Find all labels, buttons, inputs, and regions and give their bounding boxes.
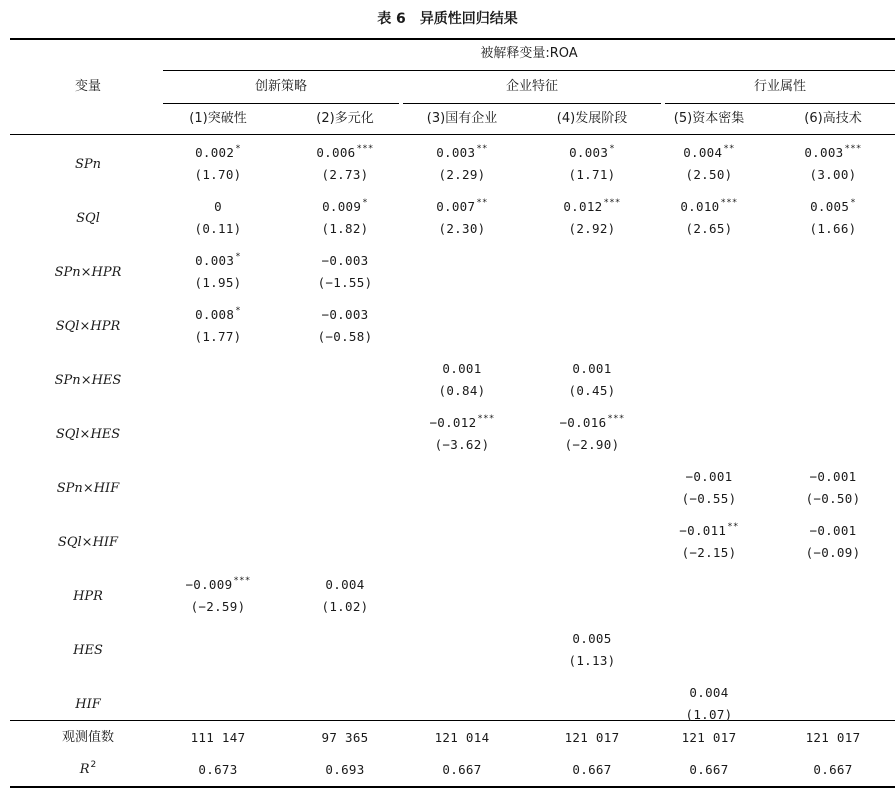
variable-name bbox=[28, 156, 148, 174]
footer-value: 121 017 bbox=[681, 730, 737, 745]
top-rule bbox=[10, 38, 895, 40]
variable-part: HIF bbox=[75, 697, 101, 712]
significance-stars: *** bbox=[607, 414, 625, 424]
variable-name bbox=[28, 642, 148, 660]
coefficient-value: 0.009 bbox=[322, 199, 362, 214]
coefficient-value: −0.016 bbox=[559, 415, 607, 430]
footer-value: 0.667 bbox=[572, 762, 612, 777]
coefficient bbox=[537, 630, 647, 648]
column-header: (4)发展阶段 bbox=[556, 111, 628, 126]
variable-part: HES bbox=[90, 427, 121, 442]
coefficient-value: 0 bbox=[214, 199, 222, 214]
t-statistic: (−1.55) bbox=[317, 275, 373, 290]
t-statistic: (1.71) bbox=[568, 167, 616, 182]
coefficient bbox=[407, 414, 517, 432]
significance-stars: ** bbox=[476, 198, 488, 208]
dependent-variable-label: 被解释变量:ROA bbox=[480, 46, 578, 61]
significance-stars: *** bbox=[233, 576, 251, 586]
variable-part: HPR bbox=[73, 589, 103, 604]
variable-name bbox=[28, 480, 148, 498]
group-header: 行业属性 bbox=[753, 79, 806, 94]
coefficient-value: −0.001 bbox=[685, 469, 733, 484]
column-header: (6)高技术 bbox=[804, 111, 862, 126]
variable-name bbox=[28, 696, 148, 714]
t-statistic: (1.02) bbox=[321, 599, 369, 614]
coefficient bbox=[290, 306, 400, 324]
coefficient bbox=[163, 252, 273, 270]
t-statistic: (−2.59) bbox=[190, 599, 246, 614]
footer-value: 0.667 bbox=[689, 762, 729, 777]
variable-part: HIF bbox=[92, 535, 119, 550]
footer-value: 0.667 bbox=[813, 762, 853, 777]
group-rule-3 bbox=[665, 103, 895, 104]
significance-stars: ** bbox=[476, 144, 488, 154]
group-header: 创新策略 bbox=[254, 79, 307, 94]
coefficient-value: 0.008 bbox=[195, 307, 235, 322]
significance-stars: * bbox=[362, 198, 368, 208]
coefficient bbox=[778, 198, 888, 216]
significance-stars: *** bbox=[356, 144, 374, 154]
coefficient bbox=[290, 576, 400, 594]
variable-name bbox=[28, 264, 148, 282]
t-statistic: (0.45) bbox=[568, 383, 616, 398]
variable-name bbox=[28, 534, 148, 552]
interaction-sign: × bbox=[79, 427, 91, 442]
significance-stars: *** bbox=[477, 414, 495, 424]
bottom-rule bbox=[10, 786, 895, 788]
coefficient bbox=[163, 306, 273, 324]
header-rule bbox=[10, 134, 895, 135]
coefficient bbox=[163, 144, 273, 162]
variable-name bbox=[28, 426, 148, 444]
footer-label-text: 观测值数 bbox=[61, 730, 114, 745]
variable-part: SQl bbox=[55, 319, 80, 334]
coefficient bbox=[778, 144, 888, 162]
variable-name bbox=[28, 210, 148, 228]
coefficient bbox=[778, 468, 888, 486]
column-header: (2)多元化 bbox=[316, 111, 374, 126]
t-statistic: (2.30) bbox=[438, 221, 486, 236]
t-statistic: (−3.62) bbox=[434, 437, 490, 452]
coefficient bbox=[163, 198, 273, 216]
variable-part: SPn bbox=[74, 157, 102, 172]
column-header: (5)资本密集 bbox=[673, 111, 745, 126]
t-statistic: (0.84) bbox=[438, 383, 486, 398]
coefficient-value: 0.005 bbox=[810, 199, 850, 214]
footer-value: 97 365 bbox=[321, 730, 369, 745]
coefficient-value: −0.003 bbox=[321, 253, 369, 268]
t-statistic: (2.92) bbox=[568, 221, 616, 236]
coefficient-value: −0.001 bbox=[809, 469, 857, 484]
footer-label-text: R bbox=[79, 762, 90, 777]
t-statistic: (1.70) bbox=[194, 167, 242, 182]
coefficient-value: 0.003 bbox=[436, 145, 476, 160]
variable-name bbox=[28, 588, 148, 606]
table-caption bbox=[0, 8, 895, 28]
group-header: 企业特征 bbox=[505, 79, 558, 94]
variable-part: HPR bbox=[91, 265, 122, 280]
t-statistic: (1.95) bbox=[194, 275, 242, 290]
table-number: 表 6 bbox=[377, 11, 406, 27]
t-statistic: (−2.15) bbox=[681, 545, 737, 560]
coefficient-value: 0.001 bbox=[572, 361, 612, 376]
t-statistic: (−0.50) bbox=[805, 491, 861, 506]
t-statistic: (1.13) bbox=[568, 653, 616, 668]
variable-part: SPn bbox=[54, 373, 81, 388]
significance-stars: * bbox=[235, 252, 241, 262]
interaction-sign: × bbox=[80, 265, 92, 280]
table-title: 异质性回归结果 bbox=[419, 11, 518, 27]
variable-name bbox=[28, 372, 148, 390]
variable-part: SQl bbox=[76, 211, 100, 226]
variable-part: HIF bbox=[93, 481, 120, 496]
t-statistic: (−0.09) bbox=[805, 545, 861, 560]
footer-value: 121 017 bbox=[564, 730, 620, 745]
t-statistic: (1.07) bbox=[685, 707, 733, 722]
coefficient bbox=[407, 144, 517, 162]
coefficient-value: 0.004 bbox=[683, 145, 723, 160]
t-statistic: (2.50) bbox=[685, 167, 733, 182]
coefficient bbox=[654, 468, 764, 486]
significance-stars: ** bbox=[727, 522, 739, 532]
significance-stars: * bbox=[609, 144, 615, 154]
t-statistic: (−2.90) bbox=[564, 437, 620, 452]
variable-part: HES bbox=[73, 643, 103, 658]
t-statistic: (2.65) bbox=[685, 221, 733, 236]
coefficient-value: 0.002 bbox=[195, 145, 235, 160]
coefficient-value: 0.003 bbox=[569, 145, 609, 160]
coefficient bbox=[290, 144, 400, 162]
significance-stars: *** bbox=[844, 144, 862, 154]
significance-stars: * bbox=[850, 198, 856, 208]
coefficient bbox=[654, 522, 764, 540]
t-statistic: (2.29) bbox=[438, 167, 486, 182]
interaction-sign: × bbox=[82, 481, 94, 496]
coefficient bbox=[537, 414, 647, 432]
footer-value: 0.667 bbox=[442, 762, 482, 777]
variable-name bbox=[28, 318, 148, 336]
coefficient bbox=[407, 360, 517, 378]
dep-var-rule bbox=[163, 70, 895, 71]
coefficient-value: 0.012 bbox=[563, 199, 603, 214]
footer-value: 0.693 bbox=[325, 762, 365, 777]
coefficient-value: 0.007 bbox=[436, 199, 476, 214]
footer-label bbox=[38, 761, 138, 779]
t-statistic: (1.77) bbox=[194, 329, 242, 344]
coefficient bbox=[290, 198, 400, 216]
t-statistic: (−0.55) bbox=[681, 491, 737, 506]
significance-stars: *** bbox=[720, 198, 738, 208]
coefficient bbox=[654, 144, 764, 162]
coefficient bbox=[537, 198, 647, 216]
footer-label-superscript: 2 bbox=[90, 760, 97, 770]
coefficient-value: 0.001 bbox=[442, 361, 482, 376]
footer-value: 121 017 bbox=[805, 730, 861, 745]
coefficient bbox=[778, 522, 888, 540]
coefficient bbox=[163, 576, 273, 594]
footer-value: 0.673 bbox=[198, 762, 238, 777]
variable-part: HES bbox=[91, 373, 122, 388]
coefficient-value: 0.005 bbox=[572, 631, 612, 646]
significance-stars: *** bbox=[603, 198, 621, 208]
variable-part: SQl bbox=[55, 427, 80, 442]
footer-value: 121 014 bbox=[434, 730, 490, 745]
t-statistic: (1.66) bbox=[809, 221, 857, 236]
footer-label bbox=[38, 729, 138, 747]
coefficient-value: −0.012 bbox=[429, 415, 477, 430]
column-header: (1)突破性 bbox=[189, 111, 247, 126]
coefficient-value: 0.004 bbox=[325, 577, 365, 592]
significance-stars: * bbox=[235, 144, 241, 154]
variable-header: 变量 bbox=[74, 79, 101, 94]
group-rule-1 bbox=[163, 103, 399, 104]
t-statistic: (3.00) bbox=[809, 167, 857, 182]
coefficient bbox=[537, 144, 647, 162]
coefficient bbox=[407, 198, 517, 216]
group-rule-2 bbox=[403, 103, 661, 104]
significance-stars: * bbox=[235, 306, 241, 316]
variable-part: SPn bbox=[56, 481, 83, 496]
coefficient-value: 0.004 bbox=[689, 685, 729, 700]
coefficient-value: 0.003 bbox=[804, 145, 844, 160]
coefficient bbox=[537, 360, 647, 378]
coefficient-value: −0.001 bbox=[809, 523, 857, 538]
coefficient bbox=[654, 684, 764, 702]
coefficient bbox=[290, 252, 400, 270]
interaction-sign: × bbox=[80, 373, 92, 388]
t-statistic: (−0.58) bbox=[317, 329, 373, 344]
variable-part: SQl bbox=[57, 535, 82, 550]
column-header: (3)国有企业 bbox=[426, 111, 498, 126]
t-statistic: (0.11) bbox=[194, 221, 242, 236]
variable-part: SPn bbox=[54, 265, 81, 280]
interaction-sign: × bbox=[81, 535, 93, 550]
t-statistic: (1.82) bbox=[321, 221, 369, 236]
coefficient bbox=[654, 198, 764, 216]
interaction-sign: × bbox=[79, 319, 91, 334]
coefficient-value: −0.003 bbox=[321, 307, 369, 322]
t-statistic: (2.73) bbox=[321, 167, 369, 182]
coefficient-value: −0.011 bbox=[679, 523, 727, 538]
coefficient-value: 0.010 bbox=[680, 199, 720, 214]
coefficient-value: 0.006 bbox=[316, 145, 356, 160]
variable-part: HPR bbox=[90, 319, 121, 334]
coefficient-value: −0.009 bbox=[185, 577, 233, 592]
footer-value: 111 147 bbox=[190, 730, 246, 745]
significance-stars: ** bbox=[723, 144, 735, 154]
coefficient-value: 0.003 bbox=[195, 253, 235, 268]
